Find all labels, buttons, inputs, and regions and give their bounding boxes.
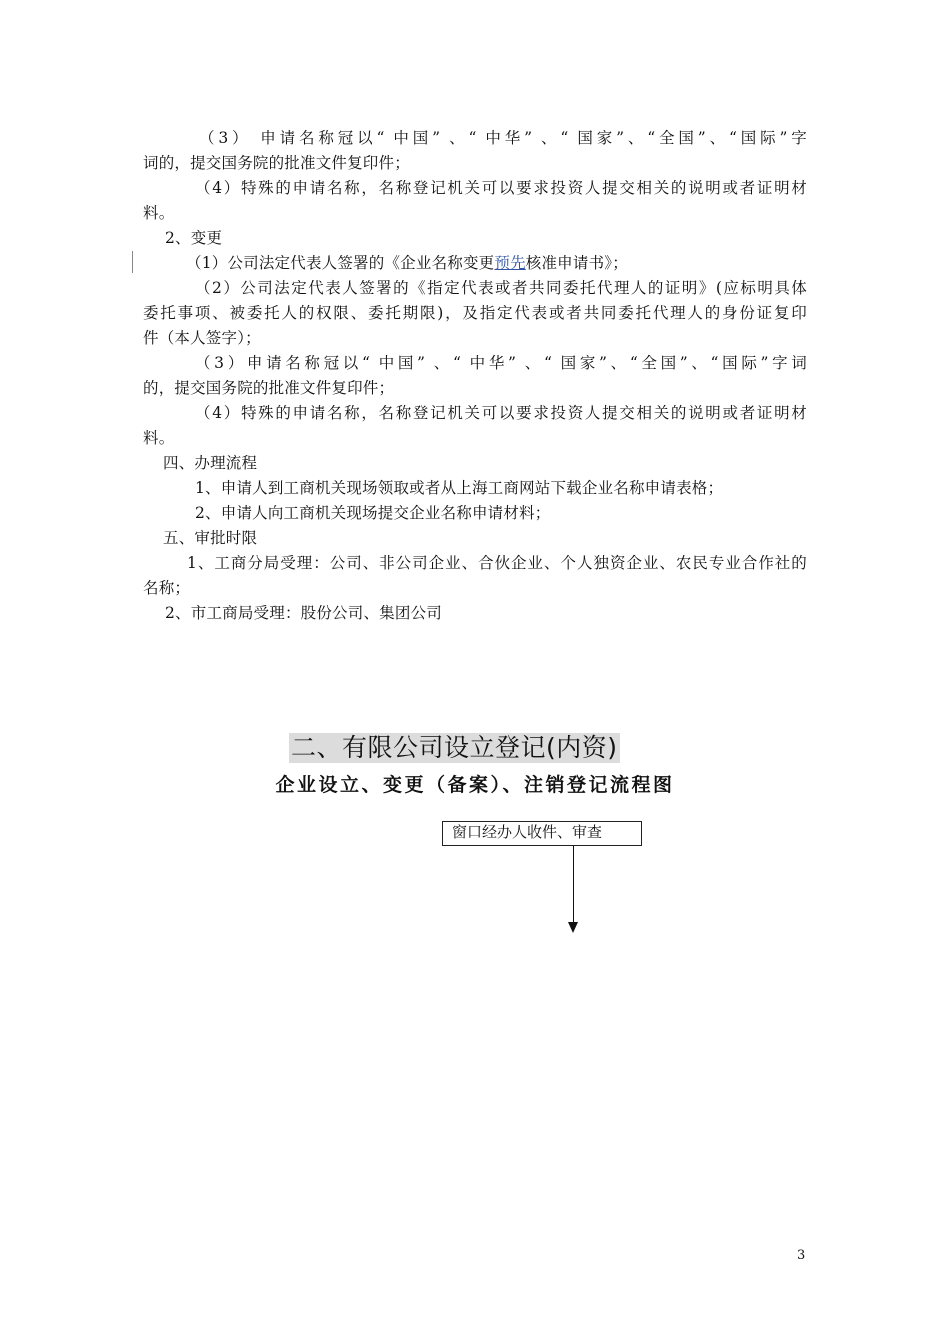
text-cursor-bar <box>132 251 133 273</box>
paragraph-line: 1、申请人到工商机关现场领取或者从上海工商网站下载企业名称申请表格； <box>195 479 724 497</box>
paragraph-line <box>186 251 850 275</box>
paragraph-line: （3）申请名称冠以“ 中国” 、“ 中华” 、“ 国家”、“全国”、“国际”字词 <box>195 354 807 372</box>
section-title: 二、有限公司设立登记(内资) <box>291 733 618 762</box>
inline-link[interactable]: 预先 <box>494 254 526 272</box>
paragraph-line: （4）特殊的申请名称，名称登记机关可以要求投资人提交相关的说明或者证明材 <box>195 179 807 197</box>
flowchart-title: 企业设立、变更（备案）、注销登记流程图 <box>275 774 675 796</box>
flow-arrow-line <box>573 846 574 924</box>
section-heading: 五、审批时限 <box>163 529 258 547</box>
line-text: （1）公司法定代表人签署的《企业名称变更 <box>186 254 495 272</box>
page-number: 3 <box>797 1248 806 1263</box>
paragraph-line: 的，提交国务院的批准文件复印件； <box>143 379 395 397</box>
paragraph-line: （4）特殊的申请名称，名称登记机关可以要求投资人提交相关的说明或者证明材 <box>195 404 807 422</box>
paragraph-line: 1、工商分局受理：公司、非公司企业、合伙企业、个人独资企业、农民专业合作社的 <box>187 554 807 572</box>
paragraph-line: 料。 <box>143 204 175 222</box>
flowchart-step-box: 窗口经办人收件、审查 <box>442 821 642 846</box>
paragraph-line: 名称； <box>143 579 191 597</box>
paragraph-line: （2）公司法定代表人签署的《指定代表或者共同委托代理人的证明》(应标明具体 <box>195 279 807 297</box>
line-text: 核准申请书》； <box>525 254 628 272</box>
section-heading: 四、办理流程 <box>163 454 258 472</box>
arrow-down-icon <box>568 922 578 933</box>
paragraph-line: 2、市工商局受理：股份公司、集团公司 <box>165 604 442 622</box>
paragraph-line: 2、申请人向工商机关现场提交企业名称申请材料； <box>195 504 551 522</box>
paragraph-line: 件（本人签字）； <box>143 329 261 347</box>
subsection-heading: 2、变更 <box>165 229 223 247</box>
paragraph-line: 词的，提交国务院的批准文件复印件； <box>143 154 410 172</box>
paragraph-line: 委托事项、被委托人的权限、委托期限)，及指定代表或者共同委托代理人的身份证复印 <box>143 304 807 322</box>
paragraph-line: （3） 申请名称冠以“ 中国” 、“ 中华” 、“ 国家”、“全国”、“国际”字 <box>199 129 807 147</box>
paragraph-line: 料。 <box>143 429 175 447</box>
